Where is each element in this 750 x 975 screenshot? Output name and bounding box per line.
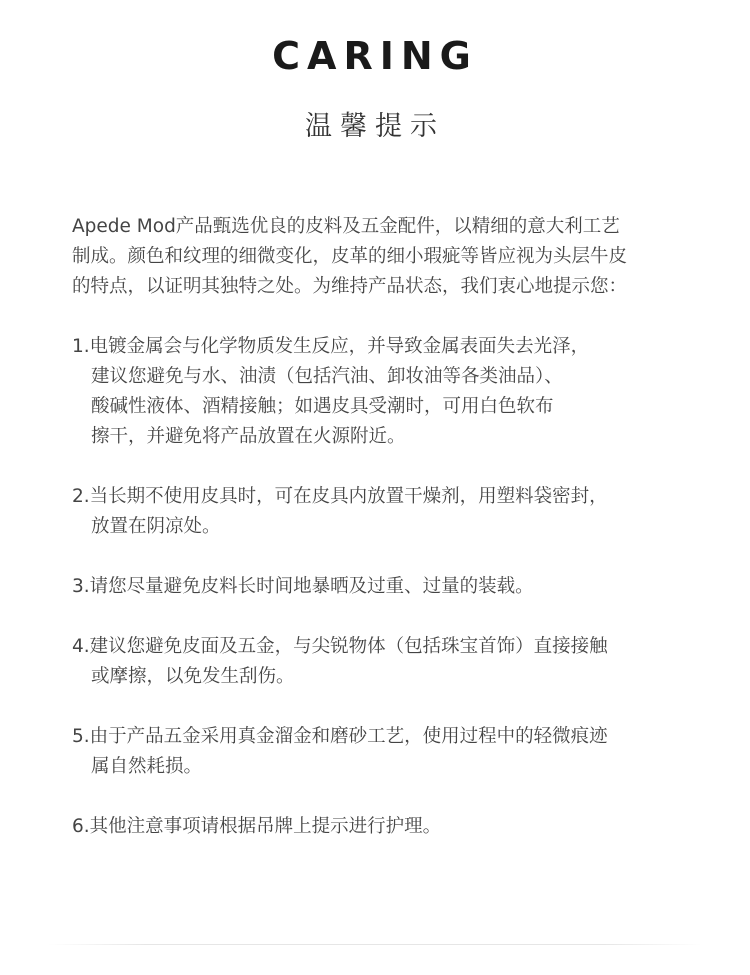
page-subtitle: 温馨提示	[305, 111, 445, 142]
care-item-line: 擦干，并避免将产品放置在火源附近。	[91, 426, 406, 447]
care-item-line: 或摩擦，以免发生刮伤。	[91, 666, 295, 687]
care-item-line: 2.当长期不使用皮具时，可在皮具内放置干燥剂，用塑料袋密封，	[72, 486, 608, 507]
care-item-3	[72, 572, 712, 602]
care-item-line: 1.电镀金属会与化学物质发生反应，并导致金属表面失去光泽，	[72, 336, 590, 357]
care-item-line: 6.其他注意事项请根据吊牌上提示进行护理。	[72, 816, 442, 837]
care-item-5	[72, 722, 712, 782]
care-item-line: 4.建议您避免皮面及五金，与尖锐物体（包括珠宝首饰）直接接触	[72, 636, 608, 657]
bottom-divider	[48, 944, 702, 945]
care-item-4	[72, 632, 712, 692]
intro-paragraph: Apede Mod产品甄选优良的皮料及五金配件，以精细的意大利工艺 制成。颜色和纹理的细微变化，皮革的细小瑕疵等皆应视为头层牛皮 的特点，以证明其独特之处。为维持产品状态，我们衷心地提示您：	[72, 216, 628, 297]
care-item-line: 建议您避免与水、油渍（包括汽油、卸妆油等各类油品）、	[91, 366, 563, 387]
care-item-line: 3.请您尽量避免皮料长时间地暴晒及过重、过量的装载。	[72, 576, 534, 597]
page-title: CARING	[272, 34, 478, 78]
care-item-line: 酸碱性液体、酒精接触；如遇皮具受潮时，可用白色软布	[91, 396, 554, 417]
care-item-6	[72, 812, 712, 842]
care-item-line: 放置在阴凉处。	[91, 516, 221, 537]
care-item-1	[72, 332, 712, 452]
care-item-line: 属自然耗损。	[91, 756, 203, 777]
care-item-2	[72, 482, 712, 542]
care-item-line: 5.由于产品五金采用真金溜金和磨砂工艺，使用过程中的轻微痕迹	[72, 726, 608, 747]
